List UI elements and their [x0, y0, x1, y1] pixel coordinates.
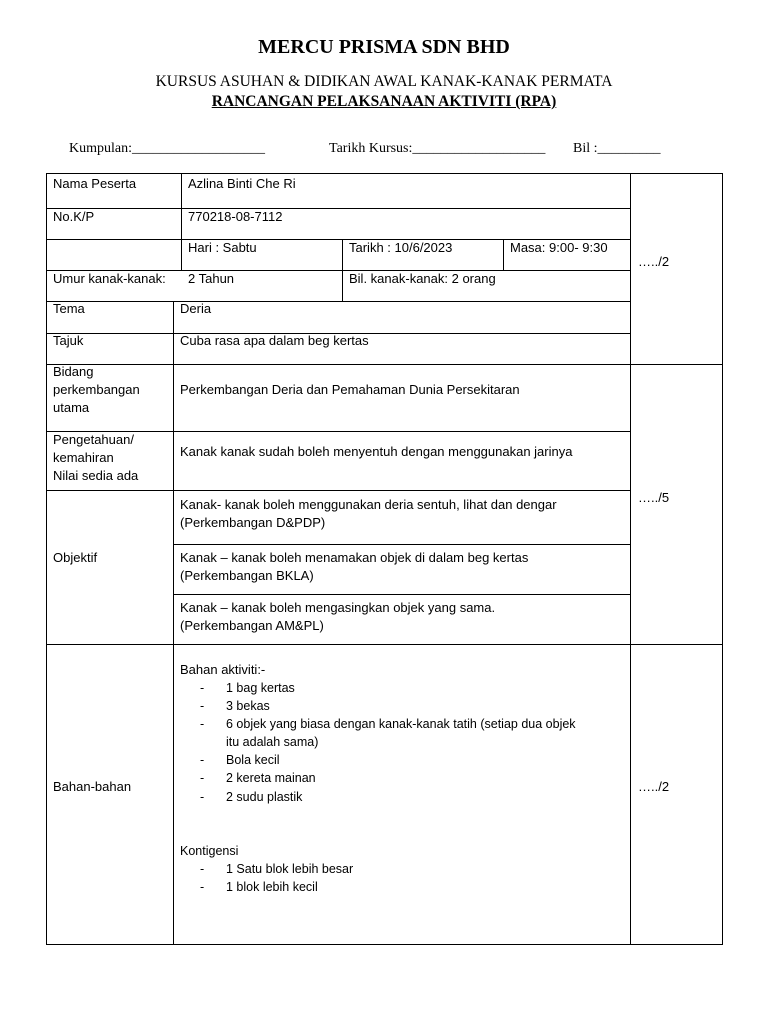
nokp-label: No.K/P: [53, 209, 95, 224]
kontigensi-item: - 1 Satu blok lebih besar: [200, 862, 354, 876]
pengetahuan-label-line3: Nilai sedia ada: [53, 468, 139, 483]
masa-value: Masa: 9:00- 9:30: [510, 240, 608, 255]
col-line: [181, 173, 182, 271]
bidang-label-line2: perkembangan: [53, 382, 140, 397]
score-3: …../2: [638, 779, 670, 794]
company-title: MERCU PRISMA SDN BHD: [258, 36, 510, 58]
objektif-label: Objektif: [53, 550, 98, 565]
nokp-value: 770218-08-7112: [188, 209, 283, 224]
objektif-1-line1: Kanak- kanak boleh menggunakan deria sentuh, lihat dan dengar: [180, 497, 557, 512]
objektif-2-line2: (Perkembangan BKLA): [180, 568, 314, 583]
tema-value: Deria: [180, 301, 212, 316]
row-line: [46, 208, 631, 209]
bidang-value: Perkembangan Deria dan Pemahaman Dunia Persekitaran: [180, 382, 520, 397]
bidang-label-line3: utama: [53, 400, 90, 415]
pengetahuan-label-line2: kemahiran: [53, 450, 114, 465]
table-border-right: [722, 173, 723, 945]
col-line: [342, 239, 343, 302]
tarikh-kursus-field: Tarikh Kursus:___________________: [329, 141, 546, 156]
pengetahuan-label-line1: Pengetahuan/: [53, 432, 134, 447]
plan-title: RANCANGAN PELAKSANAAN AKTIVITI (RPA): [211, 93, 557, 110]
bahan-item: - 6 objek yang biasa dengan kanak-kanak tatih (setiap dua objek: [200, 717, 576, 731]
objektif-1-line2: (Perkembangan D&PDP): [180, 515, 326, 530]
row-line: [46, 301, 631, 302]
bidang-label-line1: Bidang: [53, 364, 94, 379]
umur-label: Umur kanak-kanak:: [53, 271, 166, 286]
score-2: …../5: [638, 490, 670, 505]
umur-value: 2 Tahun: [188, 271, 235, 286]
hari-value: Hari : Sabtu: [188, 240, 257, 255]
col-line: [503, 239, 504, 271]
bahan-item-continuation: itu adalah sama): [226, 735, 319, 749]
score-column-divider: [630, 173, 631, 945]
tajuk-value: Cuba rasa apa dalam beg kertas: [180, 333, 369, 348]
table-border-bottom: [46, 944, 723, 945]
objektif-3-line2: (Perkembangan AM&PL): [180, 618, 324, 633]
table-border-top: [46, 173, 723, 174]
row-line: [173, 594, 631, 595]
row-line: [46, 490, 631, 491]
objektif-3-line1: Kanak – kanak boleh mengasingkan objek yang sama.: [180, 600, 496, 615]
bahan-heading: Bahan aktiviti:-: [180, 662, 266, 677]
bahan-item: - Bola kecil: [200, 753, 280, 767]
bahan-item: - 2 sudu plastik: [200, 790, 303, 804]
bahan-item: - 2 kereta mainan: [200, 771, 316, 785]
bahan-item: - 1 bag kertas: [200, 681, 295, 695]
row-line: [46, 644, 723, 645]
row-line: [173, 544, 631, 545]
pengetahuan-value: Kanak kanak sudah boleh menyentuh dengan menggunakan jarinya: [180, 444, 573, 459]
nama-peserta-value: Azlina Binti Che Ri: [188, 176, 296, 191]
tajuk-label: Tajuk: [53, 333, 84, 348]
bahan-item: - 3 bekas: [200, 699, 270, 713]
course-title: KURSUS ASUHAN & DIDIKAN AWAL KANAK-KANAK PERMATA: [155, 73, 613, 90]
score-1: …../2: [638, 254, 670, 269]
kontigensi-heading: Kontigensi: [180, 844, 239, 858]
col-line: [173, 301, 174, 945]
bahan-label: Bahan-bahan: [53, 779, 132, 794]
objektif-2-line1: Kanak – kanak boleh menamakan objek di dalam beg kertas: [180, 550, 529, 565]
kumpulan-field: Kumpulan:___________________: [69, 141, 265, 156]
table-border-left: [46, 173, 47, 945]
kontigensi-item: - 1 blok lebih kecil: [200, 880, 318, 894]
row-line: [46, 364, 723, 365]
tema-label: Tema: [53, 301, 85, 316]
bil-kanak-value: Bil. kanak-kanak: 2 orang: [349, 271, 496, 286]
bil-field: Bil :_________: [573, 141, 661, 156]
nama-peserta-label: Nama Peserta: [53, 176, 137, 191]
tarikh-value: Tarikh : 10/6/2023: [349, 240, 453, 255]
